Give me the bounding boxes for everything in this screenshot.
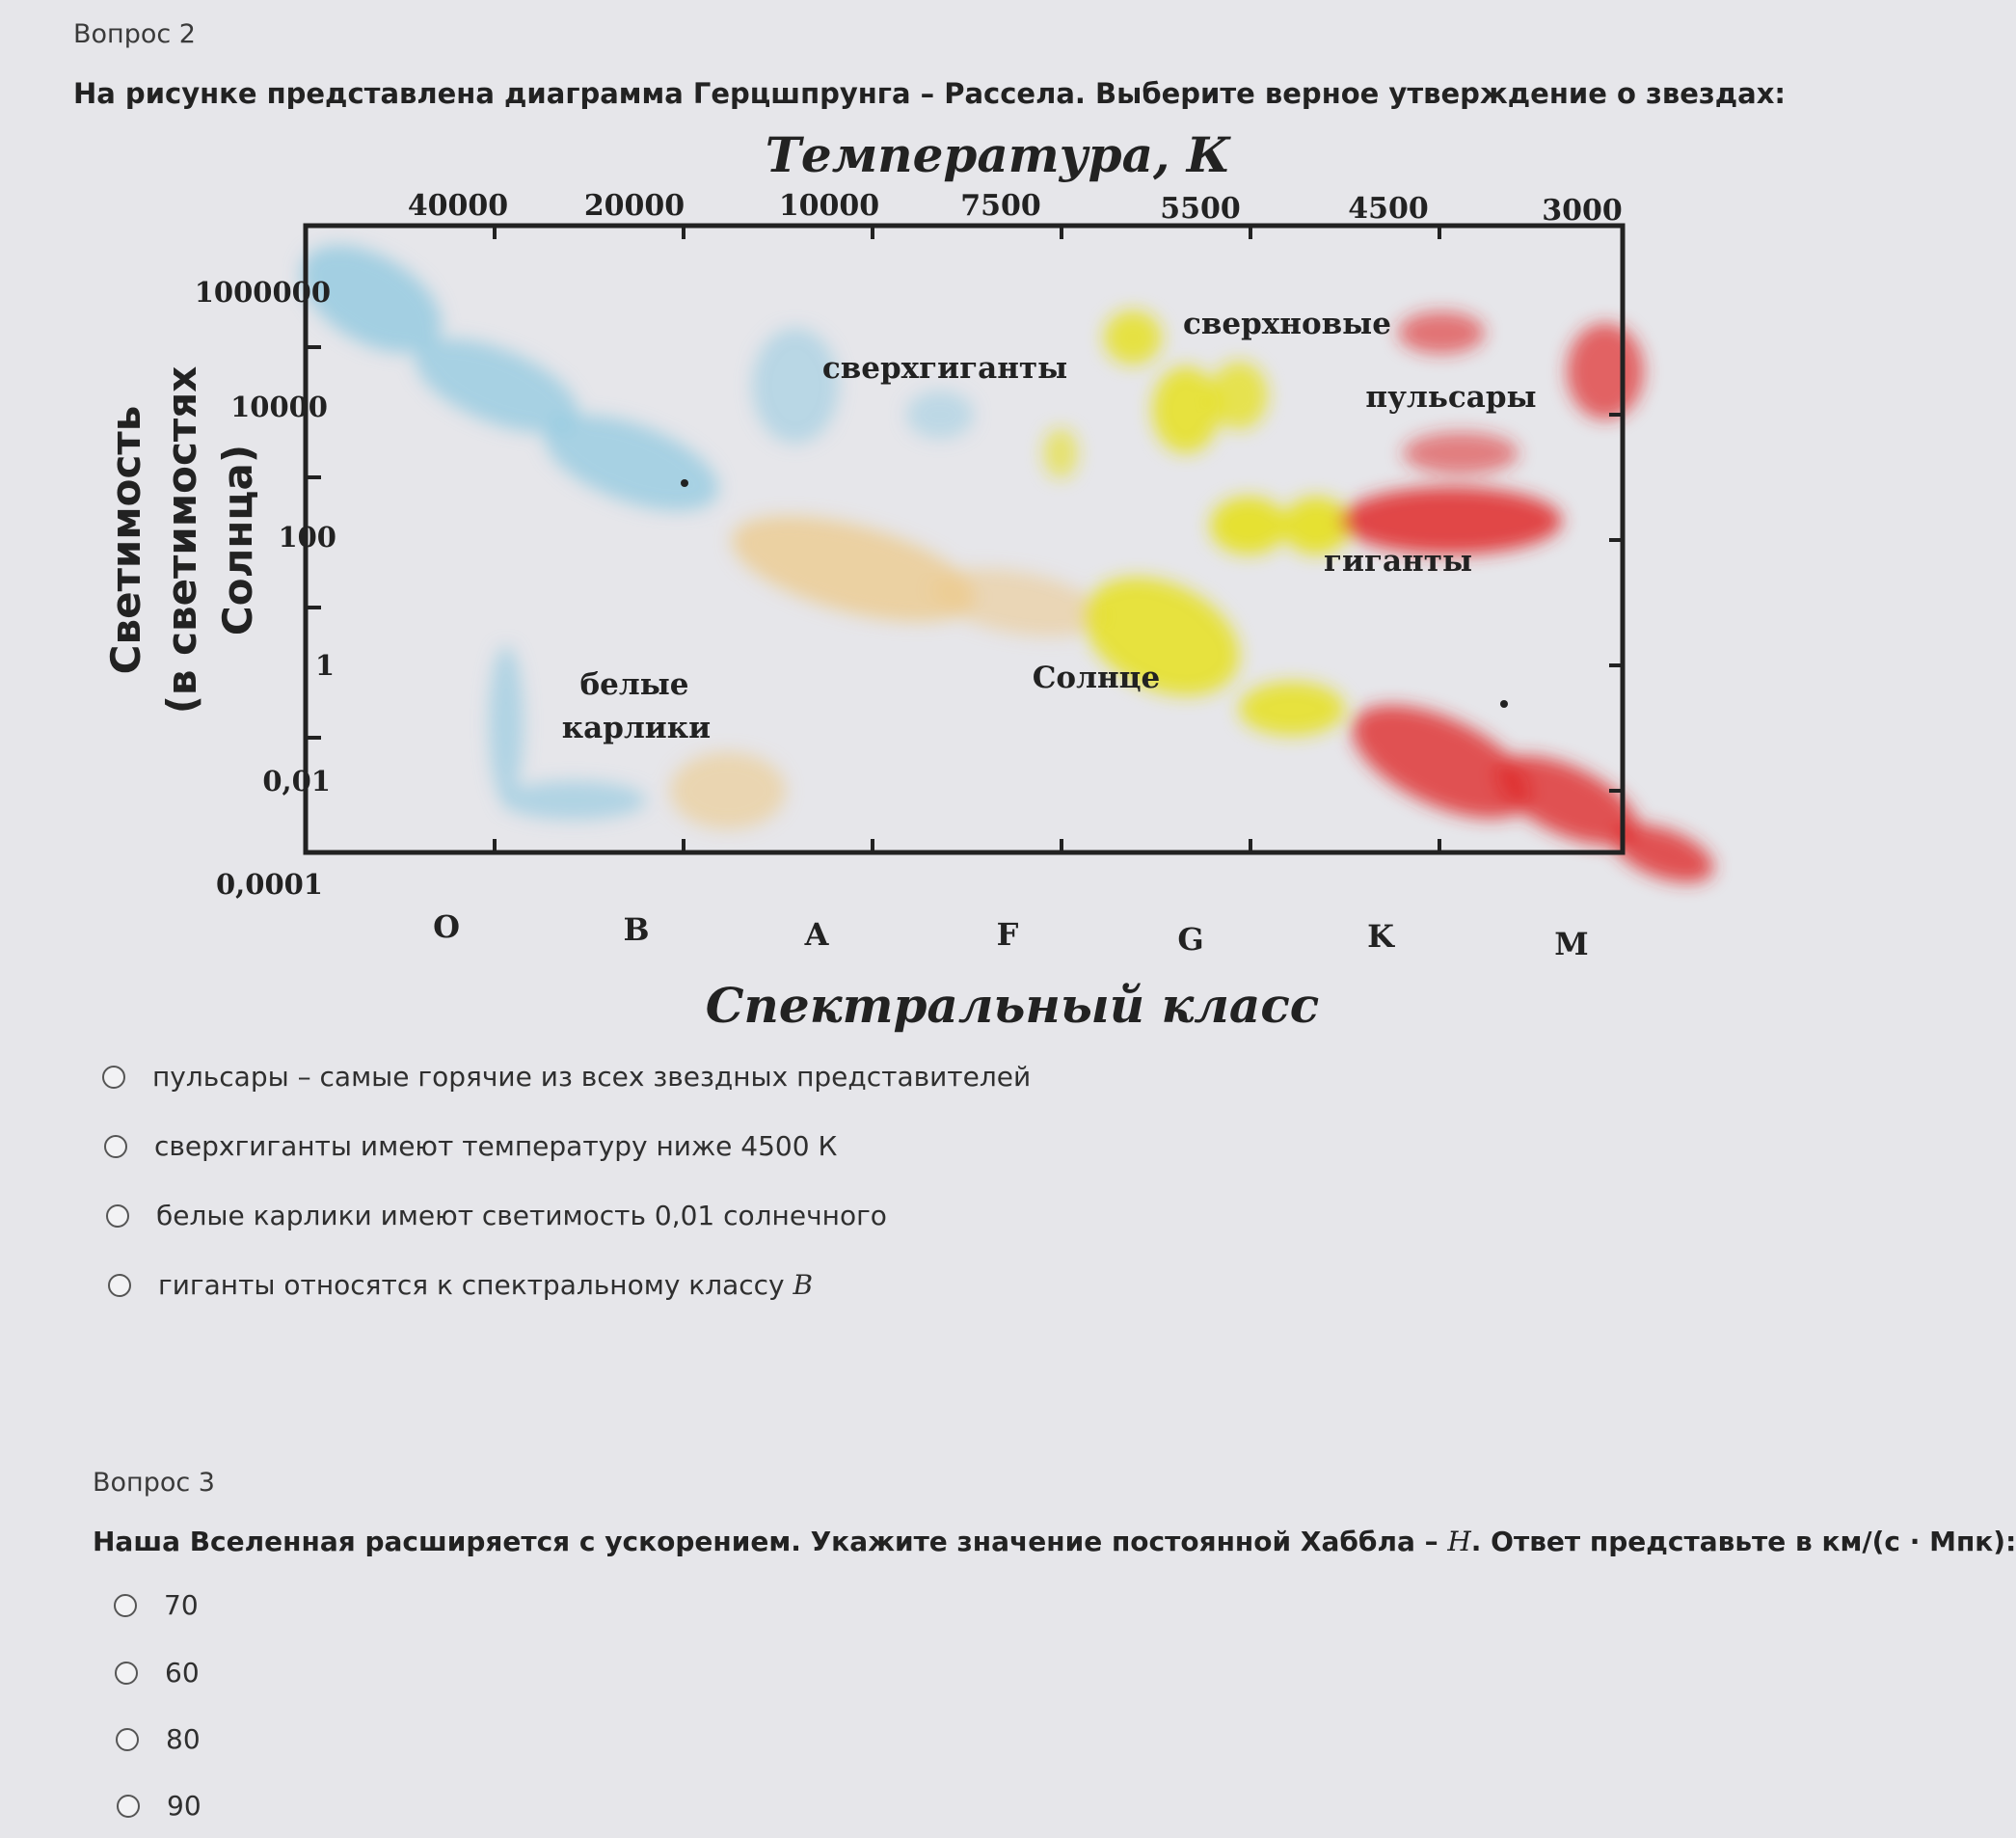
cloud-dwarf-3 [670, 752, 786, 829]
radio-button[interactable] [117, 1795, 140, 1818]
radio-button[interactable] [115, 1662, 138, 1685]
option-label: пульсары – самые горячие из всех звездных представителей [152, 1061, 1032, 1093]
hertzsprung-russell-diagram [92, 125, 1731, 1051]
q3-option-3[interactable] [116, 1723, 201, 1755]
q3-option-1[interactable] [114, 1589, 199, 1621]
cloud-yellow-5 [1210, 362, 1268, 429]
spectral-class-label: K [1367, 918, 1394, 955]
cloud-warm-1 [721, 495, 985, 643]
q2-option-4[interactable] [108, 1269, 813, 1301]
option-label: 90 [167, 1790, 202, 1822]
label-sun: Солнце [1032, 661, 1161, 695]
dot-marker [681, 479, 688, 487]
cloud-red-4 [1567, 323, 1644, 419]
question-3-text-after: . Ответ представьте в км/(с · Мпк): [1470, 1526, 2016, 1557]
luminosity-tick-label: 100 [278, 521, 336, 554]
question-2-label: Вопрос 2 [73, 19, 196, 49]
temperature-tick-label: 4500 [1348, 192, 1429, 226]
temperature-tick-label: 5500 [1160, 192, 1241, 226]
spectral-class-label: F [996, 916, 1019, 953]
star-clouds [282, 223, 1721, 894]
cloud-hot-4 [752, 328, 839, 444]
q3-option-2[interactable] [115, 1657, 200, 1689]
spectral-class-label: B [623, 911, 650, 948]
temperature-tick-label: 3000 [1542, 194, 1623, 228]
option-label: 80 [166, 1723, 201, 1755]
radio-button[interactable] [106, 1204, 129, 1228]
temperature-tick-label: 40000 [407, 189, 509, 223]
question-3-text-italic: H [1447, 1526, 1471, 1557]
y-axis-title-line1: Светимость [102, 405, 149, 675]
luminosity-tick-label: 1000000 [194, 276, 331, 309]
temperature-axis-title: Температура, К [765, 126, 1231, 183]
option-label [158, 1269, 813, 1301]
label-white-dwarfs-2: карлики [561, 711, 712, 745]
spectral-class-label: A [804, 916, 829, 953]
cloud-yellow-7 [1210, 497, 1287, 554]
radio-button[interactable] [114, 1594, 137, 1617]
cloud-dwarf-2 [501, 781, 646, 820]
cloud-dwarf-1 [489, 646, 524, 800]
label-supernovae: сверхновые [1182, 307, 1392, 341]
label-supergiants: сверхгиганты [821, 351, 1068, 386]
cloud-yellow-2 [1239, 682, 1345, 736]
spectral-axis-title: Спектральный класс [705, 977, 1320, 1034]
cloud-yellow-6 [1043, 428, 1078, 478]
luminosity-tick-label: 0,01 [262, 765, 331, 797]
luminosity-tick-label: 0,0001 [216, 868, 323, 901]
y-axis-title-line2: (в светимостях [158, 365, 205, 715]
spectral-class-label: M [1554, 926, 1589, 962]
cloud-hot-5 [906, 391, 974, 439]
label-pulsars: пульсары [1365, 380, 1537, 415]
option-label: белые карлики имеют светимость 0,01 солнечного [156, 1200, 887, 1231]
temperature-tick-label: 7500 [960, 189, 1041, 223]
question-3-text-before: Наша Вселенная расширяется с ускорением. Укажите значение постоянной Хаббла – [93, 1526, 1448, 1557]
q3-option-4[interactable] [117, 1790, 202, 1822]
spectral-class-label: G [1177, 921, 1204, 958]
radio-button[interactable] [104, 1135, 127, 1158]
luminosity-tick-label: 1 [314, 649, 335, 682]
option-label-text: гиганты относятся к спектральному классу [158, 1269, 793, 1301]
q2-option-3[interactable] [106, 1200, 887, 1231]
q2-option-1[interactable] [102, 1061, 1031, 1093]
cloud-yellow-3 [1104, 311, 1162, 365]
label-giants: гиганты [1323, 544, 1473, 579]
question-3-text [93, 1526, 2016, 1557]
temperature-tick-label: 20000 [583, 189, 685, 223]
radio-button[interactable] [116, 1728, 139, 1751]
option-label: 70 [164, 1589, 199, 1621]
cloud-yellow-4 [1152, 366, 1220, 453]
y-axis-title-line3: Солнца) [214, 444, 261, 636]
temperature-tick-label: 10000 [778, 189, 880, 223]
spectral-class-label: O [433, 908, 460, 945]
q2-option-2[interactable] [104, 1130, 837, 1162]
label-white-dwarfs-1: белые [579, 667, 689, 702]
radio-button[interactable] [108, 1274, 131, 1297]
dot-marker [1500, 700, 1508, 708]
option-label: 60 [165, 1657, 200, 1689]
cloud-red-2 [1403, 432, 1519, 474]
option-label-italic: B [793, 1269, 814, 1301]
luminosity-tick-label: 10000 [230, 391, 328, 423]
question-2-text: На рисунке представлена диаграмма Герцшпрунга – Рассела. Выберите верное утверждение о звездах: [73, 77, 1787, 110]
question-3-label: Вопрос 3 [93, 1468, 215, 1498]
cloud-red-3 [1398, 311, 1485, 354]
radio-button[interactable] [102, 1066, 125, 1089]
option-label: сверхгиганты имеют температуру ниже 4500 К [154, 1130, 838, 1162]
